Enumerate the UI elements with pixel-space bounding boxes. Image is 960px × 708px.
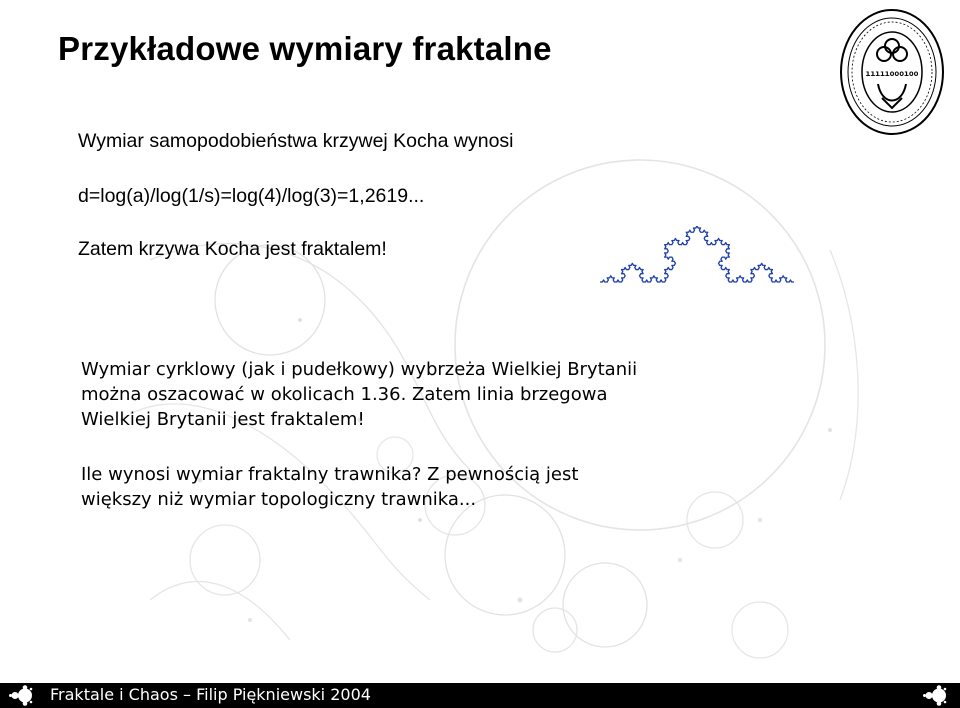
logo-text: ıııııoooıoo [865, 69, 919, 78]
university-seal-icon [838, 6, 946, 138]
coastline-line-1: Wymiar cyrklowy (jak i pudełkowy) wybrzeża Wielkiej Brytanii [81, 359, 638, 380]
footer-text: Fraktale i Chaos – Filip Piękniewski 2004 [50, 685, 371, 704]
mandelbrot-icon [8, 684, 38, 707]
footer-bar [0, 683, 960, 708]
lawn-line-2: większy niż wymiar topologiczny trawnika... [81, 489, 477, 510]
lawn-line-1: Ile wynosi wymiar fraktalny trawnika? Z pewnością jest [81, 464, 579, 485]
coastline-line-2: można oszacować w okolicach 1.36. Zatem linia brzegowa [81, 384, 608, 405]
mandelbrot-icon [922, 684, 952, 707]
slide-title: Przykładowe wymiary fraktalne [58, 30, 552, 67]
coastline-line-3: Wielkiej Brytanii jest fraktalem! [81, 409, 365, 430]
koch-text-line-2: d=log(a)/log(1/s)=log(4)/log(3)=1,2619... [78, 185, 425, 207]
koch-text-line-3: Zatem krzywa Kocha jest fraktalem! [78, 238, 387, 260]
koch-curve-icon [598, 226, 796, 290]
koch-text-line-1: Wymiar samopodobieństwa krzywej Kocha wynosi [78, 130, 514, 152]
